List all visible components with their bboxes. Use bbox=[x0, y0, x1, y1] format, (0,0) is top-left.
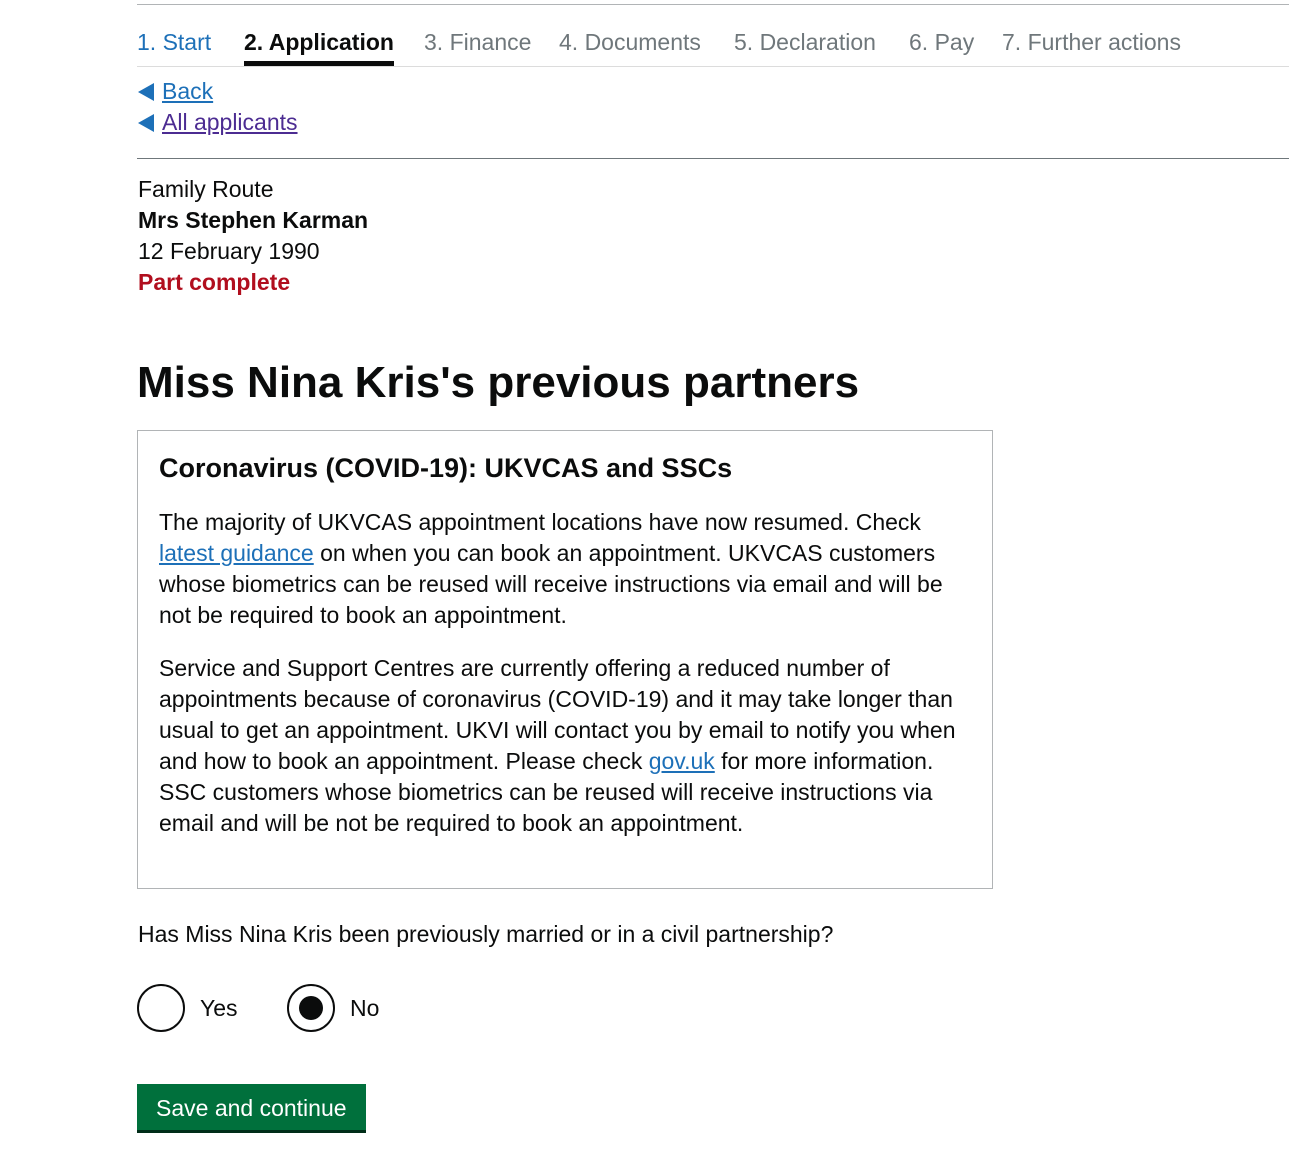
back-arrow-icon bbox=[138, 83, 154, 101]
notice-heading: Coronavirus (COVID-19): UKVCAS and SSCs bbox=[159, 453, 733, 483]
radio-yes[interactable] bbox=[137, 984, 238, 1032]
all-applicants-link[interactable] bbox=[138, 108, 298, 136]
step-finance[interactable]: 3. Finance bbox=[424, 29, 532, 55]
notice-text: on when you can book an appointment. UKVCAS customers whose biometrics can be reused will receive instructions via email and will be not be required to book an appointment. bbox=[159, 540, 943, 628]
notice-paragraph-2 bbox=[159, 653, 972, 839]
step-further-actions[interactable]: 7. Further actions bbox=[1002, 29, 1181, 55]
step-start[interactable]: 1. Start bbox=[137, 29, 212, 55]
latest-guidance-link[interactable]: latest guidance bbox=[159, 540, 314, 566]
step-application[interactable]: 2. Application bbox=[244, 24, 394, 60]
applicant-summary bbox=[138, 174, 368, 298]
all-applicants-label: All applicants bbox=[162, 109, 298, 135]
radio-yes-label: Yes bbox=[200, 994, 238, 1021]
step-documents[interactable]: 4. Documents bbox=[559, 29, 701, 55]
route-name: Family Route bbox=[138, 176, 274, 202]
back-link[interactable] bbox=[138, 77, 213, 105]
notice-paragraph-1 bbox=[159, 507, 972, 631]
notice-text: for more information. SSC customers whose biometrics can be reused will receive instructions via email and will be not be required to book an appointment. bbox=[159, 748, 934, 836]
step-pay[interactable]: 6. Pay bbox=[909, 29, 975, 55]
radio-no-label: No bbox=[350, 994, 380, 1021]
step-navigation bbox=[137, 24, 1289, 67]
save-and-continue-button[interactable]: Save and continue bbox=[137, 1084, 366, 1130]
back-link-label: Back bbox=[162, 78, 214, 104]
gov-uk-link[interactable]: gov.uk bbox=[648, 748, 715, 774]
applicant-name: Mrs Stephen Karman bbox=[138, 207, 369, 233]
radio-no-circle[interactable] bbox=[287, 984, 335, 1032]
page-title: Miss Nina Kris's previous partners bbox=[137, 358, 860, 407]
question-label: Has Miss Nina Kris been previously married or in a civil partnership? bbox=[138, 921, 834, 947]
notice-text: The majority of UKVCAS appointment locations have now resumed. Check bbox=[159, 509, 921, 535]
radio-yes-circle[interactable] bbox=[137, 984, 185, 1032]
section-divider bbox=[137, 158, 1289, 159]
status-badge: Part complete bbox=[138, 269, 291, 295]
top-divider bbox=[137, 4, 1289, 5]
applicant-dob: 12 February 1990 bbox=[138, 238, 320, 264]
covid-notice bbox=[137, 430, 993, 889]
notice-text: Service and Support Centres are currently offering a reduced number of appointments because of coronavirus (COVID-19) and it may take longer than usual to get an appointment. UKVI will contact you by email to notify you when and how to book an appointment. Please check bbox=[159, 655, 956, 774]
back-arrow-icon bbox=[138, 114, 154, 132]
step-declaration[interactable]: 5. Declaration bbox=[734, 29, 876, 55]
radio-no[interactable] bbox=[287, 984, 379, 1032]
